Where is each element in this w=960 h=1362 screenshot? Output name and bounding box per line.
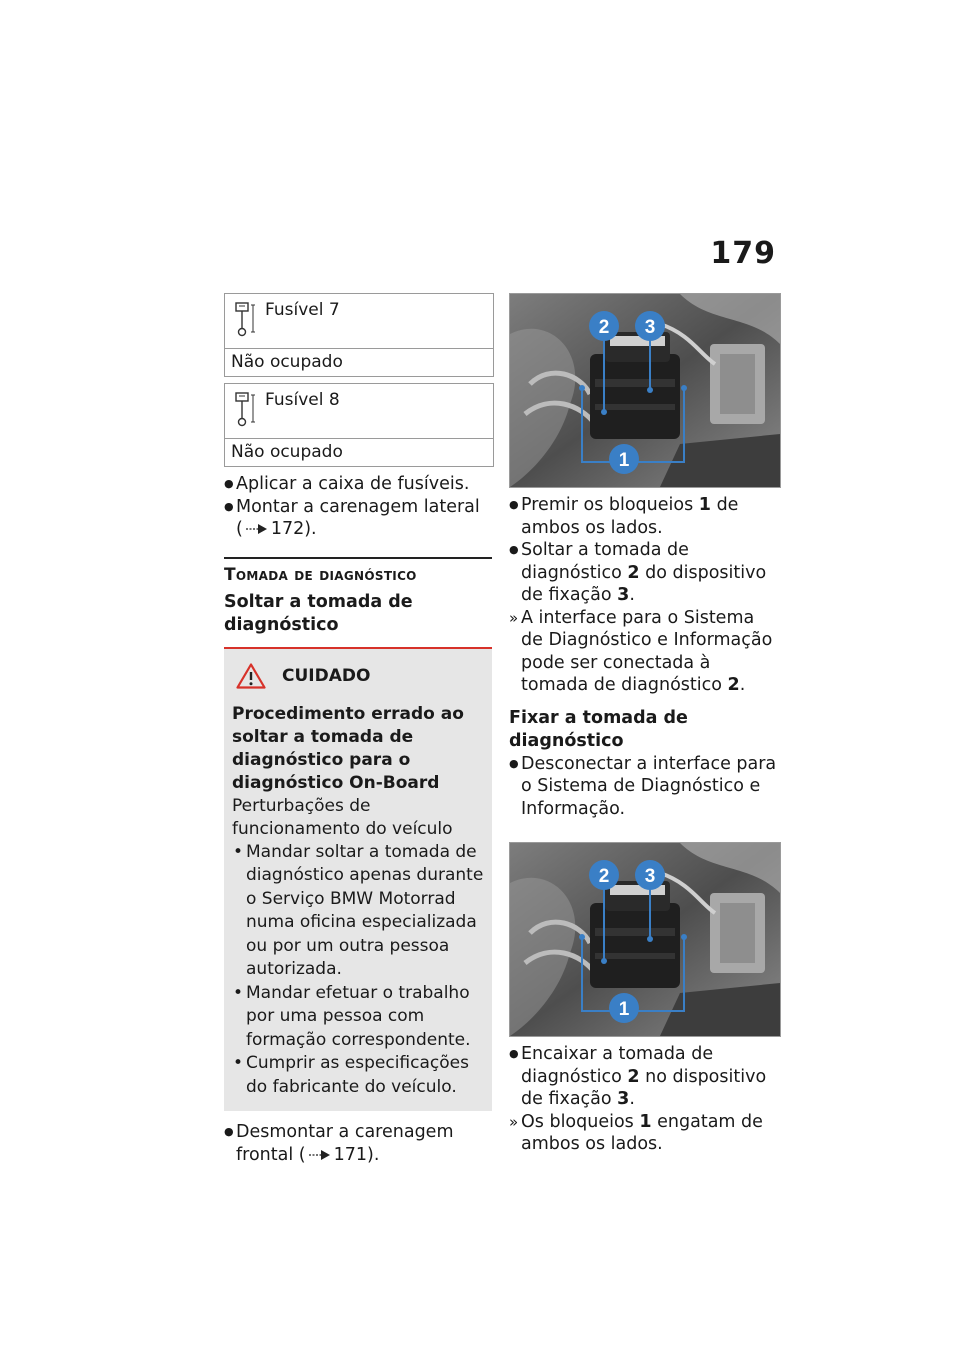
section-title: Tomada de diagnóstico bbox=[224, 564, 417, 585]
svg-text:2: 2 bbox=[598, 866, 610, 887]
ref-open: ( bbox=[298, 1144, 306, 1165]
ref-number: 2 bbox=[627, 1066, 640, 1087]
step-apply-fuse-box: ● Aplicar a caixa de fusíveis. bbox=[224, 473, 492, 496]
svg-text:1: 1 bbox=[618, 999, 630, 1020]
subsection-title-release: Soltar a tomada de diagnóstico bbox=[224, 591, 413, 635]
caution-header bbox=[232, 663, 486, 689]
callout-1 bbox=[609, 444, 639, 474]
result-locks-engage bbox=[509, 1111, 781, 1156]
step-insert-socket bbox=[509, 1043, 781, 1111]
step-text: . bbox=[629, 1089, 635, 1109]
fuse-table-7 bbox=[224, 293, 494, 377]
step-text: Premir os bloqueios bbox=[521, 495, 694, 515]
left-column bbox=[224, 293, 492, 1166]
caution-label: CUIDADO bbox=[282, 665, 371, 686]
step-text: Soltar a tomada de diagnóstico bbox=[521, 540, 689, 583]
result-text: . bbox=[739, 675, 746, 695]
diagnostic-socket-photo-release bbox=[509, 293, 781, 488]
svg-text:3: 3 bbox=[644, 866, 656, 887]
caution-consequence: Perturbações de funcionamento do veículo bbox=[232, 795, 453, 839]
step-text: Desmontar a carenagem frontal bbox=[236, 1122, 454, 1165]
ref-open: ( bbox=[236, 519, 243, 539]
ref-number: 1 bbox=[639, 1111, 652, 1132]
page-reference-arrow-icon bbox=[245, 522, 269, 536]
page-reference-arrow-icon bbox=[308, 1148, 332, 1162]
fuse-7-title: Fusível 7 bbox=[265, 300, 340, 320]
page-reference[interactable]: 172). bbox=[270, 519, 317, 539]
fuse-8-value: Não ocupado bbox=[231, 442, 343, 462]
section-divider bbox=[224, 557, 492, 559]
svg-text:2: 2 bbox=[598, 317, 610, 338]
step-remove-front-fairing bbox=[224, 1121, 492, 1166]
fuse-icon bbox=[225, 294, 261, 348]
step-text: do dispositivo de fixação bbox=[521, 562, 767, 605]
svg-text:3: 3 bbox=[644, 317, 656, 338]
svg-text:1: 1 bbox=[618, 450, 630, 471]
caution-box bbox=[224, 649, 492, 1112]
step-disconnect-interface: ● Desconectar a interface para o Sistema de Diagnóstico e Informação. bbox=[509, 753, 781, 821]
callout-1 bbox=[609, 993, 639, 1023]
result-text: Os bloqueios bbox=[521, 1111, 634, 1132]
step-release-socket bbox=[509, 539, 781, 607]
warning-triangle-icon bbox=[236, 663, 266, 689]
result-text: A interface para o Sistema de Diagnóstico e Informação pode ser conectada à tomada de diagnóstico bbox=[521, 607, 773, 695]
callout-3 bbox=[635, 311, 665, 341]
fuse-icon bbox=[225, 384, 261, 438]
caution-item: • Cumprir as especificações do fabricante do veículo. bbox=[232, 1052, 486, 1099]
ref-number: 2 bbox=[727, 675, 740, 695]
caution-item: • Mandar efetuar o trabalho por uma pessoa com formação correspondente. bbox=[232, 982, 486, 1053]
diagnostic-socket-photo-fix bbox=[509, 842, 781, 1037]
ref-number: 2 bbox=[627, 562, 640, 583]
page-number: 179 bbox=[710, 236, 776, 271]
result-text: engatam de ambos os lados. bbox=[521, 1111, 763, 1154]
result-interface-connect bbox=[509, 607, 781, 697]
step-text: Encaixar a tomada de diagnóstico bbox=[521, 1044, 714, 1087]
step-press-locks bbox=[509, 494, 781, 539]
callout-2 bbox=[589, 860, 619, 890]
subsection-title-fix: Fixar a tomada de diagnóstico bbox=[509, 707, 688, 751]
ref-number: 3 bbox=[617, 585, 630, 605]
step-text: Montar a carenagem lateral bbox=[236, 496, 480, 517]
ref-number: 3 bbox=[617, 1089, 630, 1109]
ref-number: 1 bbox=[698, 495, 711, 515]
page-reference[interactable]: 171). bbox=[333, 1144, 380, 1165]
step-text: de ambos os lados. bbox=[521, 495, 739, 538]
fuse-table-header bbox=[225, 294, 493, 349]
right-column bbox=[509, 293, 781, 1156]
fuse-8-title: Fusível 8 bbox=[265, 390, 340, 410]
fuse-table-header bbox=[225, 384, 493, 439]
step-text: no dispositivo de fixação bbox=[521, 1066, 767, 1109]
callout-2 bbox=[589, 311, 619, 341]
fuse-table-8 bbox=[224, 383, 494, 467]
callout-3 bbox=[635, 860, 665, 890]
step-mount-side-fairing bbox=[224, 496, 492, 541]
step-text: . bbox=[629, 585, 635, 605]
caution-item: • Mandar soltar a tomada de diagnóstico apenas durante o Serviço BMW Motorrad numa oficina especializada ou por um outra pessoa autorizada. bbox=[232, 841, 486, 982]
caution-heading: Procedimento errado ao soltar a tomada de diagnóstico para o diagnóstico On-Board bbox=[232, 703, 464, 793]
fuse-7-value: Não ocupado bbox=[231, 352, 343, 372]
